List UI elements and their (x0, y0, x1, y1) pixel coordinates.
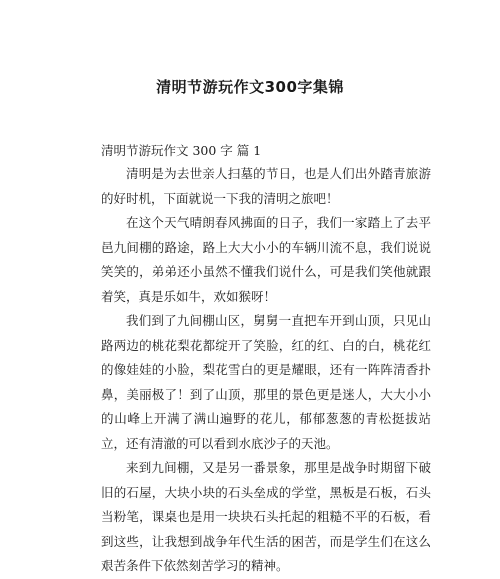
paragraph: 我们到了九间棚山区，舅舅一直把车开到山顶，只见山路两边的桃花梨花都绽开了笑脸，红的红、白的白，桃花红的像娃娃的小脸，梨花雪白的更是耀眼，还有一阵阵清香扑鼻，美丽极了！到了山顶，那里的景色更是迷人，大大小小的山峰上开满了满山遍野的花儿，郁郁葱葱的青松挺拔站立，还有清澈的可以看到水底沙子的天池。 (101, 313, 431, 451)
document-title: 清明节游玩作文300字集锦 (156, 78, 344, 96)
paragraph: 来到九间棚，又是另一番景象，那里是战争时期留下破旧的石屋，大块小块的石头垒成的学堂，黑板是石板，石头当粉笔，课桌也是用一块块石头托起的粗糙不平的石板，看到这些，让我想到战争年代生活的困苦，而是学生们在这么艰苦条件下依然刻苦学习的精神。 (101, 460, 431, 573)
section-heading: 清明节游玩作文 300 字 篇 1 (101, 143, 262, 158)
paragraph: 在这个天气晴朗春风拂面的日子，我们一家踏上了去平邑九间棚的路途，路上大大小小的车辆川流不息，我们说说笑笑的，弟弟还小虽然不懂我们说什么，可是我们笑他就跟着笑，真是乐如牛，欢如猴呀！ (101, 215, 431, 304)
document-body (101, 162, 431, 579)
paragraph: 清明是为去世亲人扫墓的节日，也是人们出外踏青旅游的好时机，下面就说一下我的清明之旅吧！ (101, 166, 431, 206)
